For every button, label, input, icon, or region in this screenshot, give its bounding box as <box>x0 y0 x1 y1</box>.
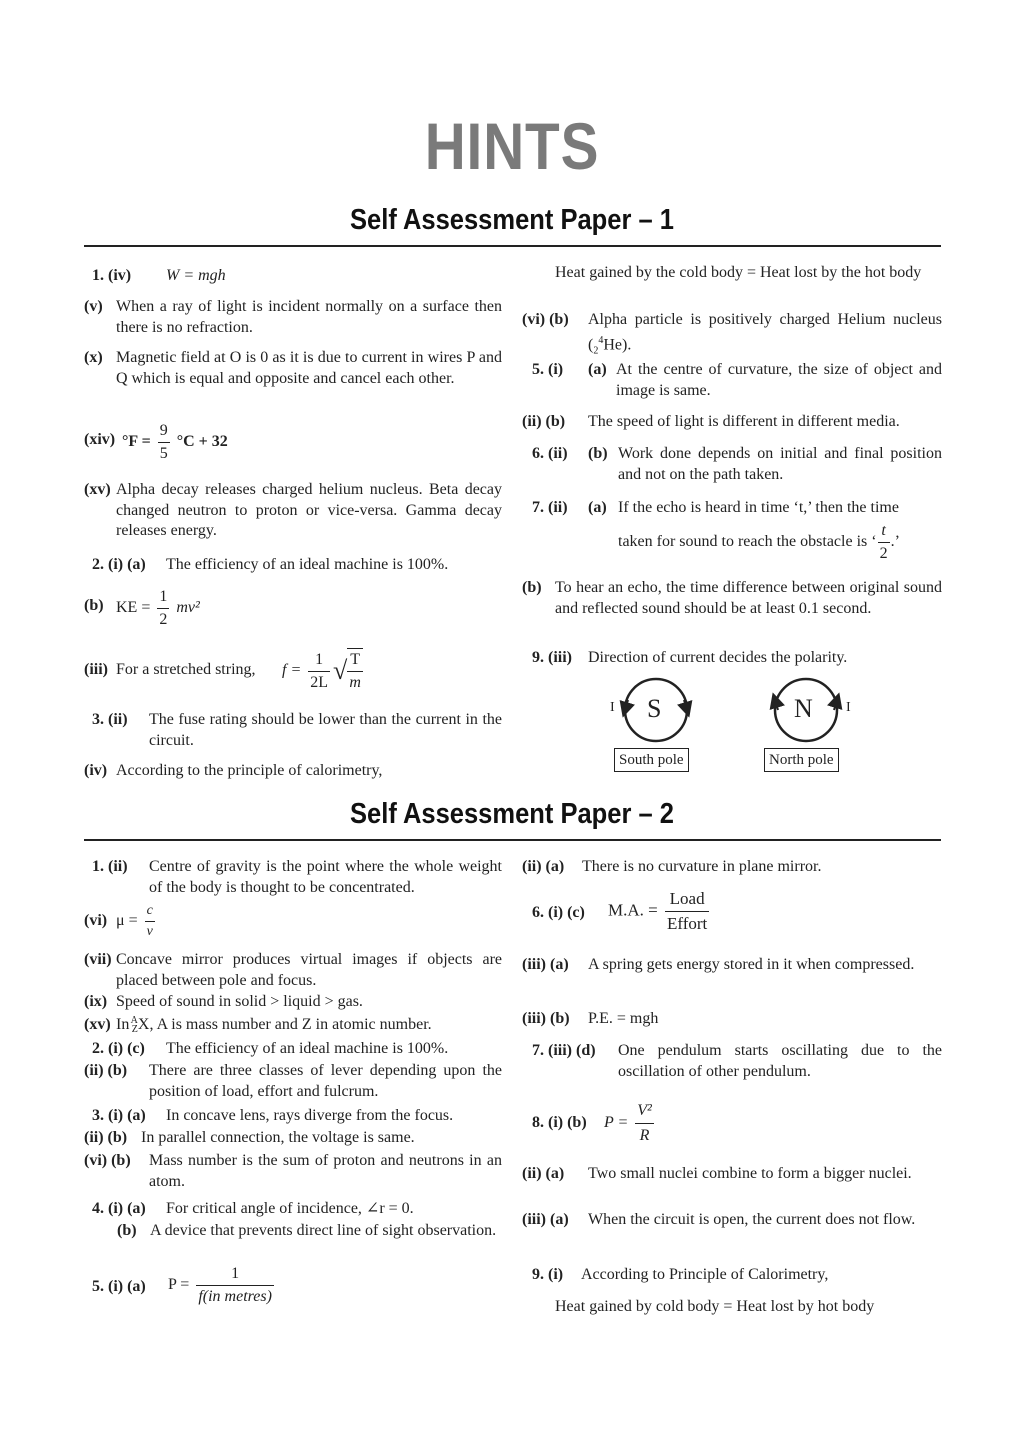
answer-p2-8-ii <box>522 1164 942 1206</box>
fraction-denominator: 2 <box>159 611 168 628</box>
answer-1-iv <box>84 266 502 288</box>
answer-label: (ii) (b) <box>84 1129 128 1146</box>
section-title-paper-1: Self Assessment Paper – 1 <box>350 204 674 236</box>
section-divider <box>84 245 941 247</box>
answer-text-main: Alpha particle is positively charged Helium nucleus ( <box>588 311 942 353</box>
answer-p2-6-i <box>522 887 942 935</box>
answer-label: 1. (iv) <box>92 267 132 284</box>
fraction-denominator: 2L <box>310 673 329 691</box>
answer-label: (vi) (b) <box>84 1152 131 1169</box>
formula-lhs: P = <box>604 1114 629 1132</box>
answer-label: (iii) (a) <box>522 956 569 973</box>
answer-text: Work done depends on initial and final position and not on the path taken. <box>618 445 942 483</box>
answer-label: (x) <box>84 349 103 366</box>
answer-text-main: A is mass number and Z in atomic number. <box>156 1016 432 1033</box>
formula-lhs: °F = <box>122 433 151 451</box>
answer-label: 6. (i) (c) <box>532 904 585 921</box>
fraction-denominator: f(in metres) <box>198 1288 272 1305</box>
answer-sublabel: (a) <box>588 361 607 378</box>
answer-p2-8-i <box>522 1097 942 1149</box>
fraction-denominator: 2 <box>879 545 888 562</box>
answer-label: 9. (iii) <box>532 649 572 666</box>
answer-text: The speed of light is different in different media. <box>588 413 900 430</box>
answer-label: (ix) <box>84 993 108 1010</box>
answer-3-iv <box>84 761 502 783</box>
current-label: I <box>610 700 615 715</box>
answer-p2-1-xv <box>84 1015 502 1037</box>
formula <box>116 586 200 631</box>
answer-text: In parallel connection, the voltage is same. <box>141 1129 415 1146</box>
answer-text: Two small nuclei combine to form a bigger nuclei. <box>588 1165 912 1182</box>
formula-lhs: μ = <box>116 912 138 930</box>
answer-text: Alpha decay releases charged helium nucleus. Beta decay changed neutron to proton or vice-versa. Gamma decay releases energy. <box>116 481 502 539</box>
north-pole-letter: N <box>794 694 813 723</box>
answer-text-tail: .’ <box>890 533 900 551</box>
answer-text-continued: taken for sound to reach the obstacle is ‘ <box>618 533 877 551</box>
answer-p2-5-i <box>84 1263 502 1311</box>
answer-1-x <box>84 348 502 410</box>
answer-text: There is no curvature in plane mirror. <box>582 858 822 875</box>
answer-7-b <box>522 578 942 640</box>
answer-p2-6-iii-b <box>522 1009 942 1031</box>
root-denominator: m <box>349 674 361 691</box>
south-pole-label: South pole <box>614 748 689 772</box>
answer-label: 9. (i) <box>532 1266 564 1283</box>
answer-text: When the circuit is open, the current does not flow. <box>588 1211 916 1228</box>
fraction-numerator: 1 <box>308 649 330 672</box>
answer-text: P.E. = mgh <box>588 1010 659 1027</box>
answer-p2-4-i <box>84 1199 502 1221</box>
section-title-paper-2: Self Assessment Paper – 2 <box>350 798 674 830</box>
answer-text <box>116 1015 432 1036</box>
answer-p2-2-i <box>84 1039 502 1061</box>
fraction-numerator: 1 <box>157 586 169 609</box>
answer-label: 4. (i) (a) <box>92 1200 146 1217</box>
answer-text: Speed of sound in solid > liquid > gas. <box>116 993 363 1010</box>
answer-3-vi <box>522 310 942 357</box>
answer-label: (b) <box>522 579 542 596</box>
answer-p2-1-ix <box>84 992 502 1014</box>
answer-label: 5. (i) <box>532 361 564 378</box>
answer-text: According to the principle of calorimetry, <box>116 762 383 779</box>
answer-text-pre: In <box>116 1016 130 1033</box>
answer-p2-4-b <box>84 1221 502 1263</box>
page-title: HINTS <box>424 109 600 183</box>
answer-label: (ii) (b) <box>84 1062 128 1079</box>
answer-9-iii <box>522 648 942 670</box>
answer-3-iv-continued <box>522 263 942 305</box>
answer-1-xv <box>84 480 502 542</box>
element-symbol: X, <box>137 1016 157 1033</box>
answer-text: There are three classes of lever depending upon the position of load, effort and fulcrum. <box>149 1062 502 1100</box>
answer-2-i <box>84 555 502 577</box>
answer-2-iii <box>84 648 502 694</box>
square-root-icon: √ <box>333 656 348 685</box>
answer-text: One pendulum starts oscillating due to the oscillation of other pendulum. <box>618 1042 942 1080</box>
answer-text: Heat gained by the cold body = Heat lost by the hot body <box>555 264 922 281</box>
answer-label: 2. (i) (c) <box>92 1040 145 1057</box>
answer-text: For a stretched string, <box>116 661 256 678</box>
answer-text: A spring gets energy stored in it when compressed. <box>588 956 915 973</box>
answer-3-ii <box>84 710 502 752</box>
answer-label: (vi) <box>84 912 108 929</box>
answer-label: (ii) (b) <box>522 413 566 430</box>
fraction-numerator: c <box>145 901 155 922</box>
formula <box>122 420 228 465</box>
answer-sublabel: (b) <box>588 445 608 462</box>
answer-p2-3-ii <box>84 1128 502 1150</box>
atomic-number-subscript: Z <box>131 1024 138 1036</box>
fraction-numerator: Load <box>665 887 709 912</box>
answer-label: 7. (iii) (d) <box>532 1042 596 1059</box>
answer-sublabel: (a) <box>588 499 607 516</box>
answer-5-i <box>522 360 942 402</box>
isotope-symbol: He). <box>603 335 632 353</box>
answer-label: 5. (i) (a) <box>92 1278 146 1295</box>
answer-text: To hear an echo, the time difference between original sound and reflected sound should be at least 0.1 second. <box>555 579 942 617</box>
answer-p2-7-iii <box>522 1041 942 1083</box>
formula <box>604 1099 657 1148</box>
answer-text: Heat gained by cold body = Heat lost by hot body <box>555 1298 875 1315</box>
answer-1-xiv <box>84 420 502 464</box>
answer-text: In concave lens, rays diverge from the focus. <box>166 1107 454 1124</box>
answer-p2-3-i <box>84 1106 502 1128</box>
formula-rhs: °C + 32 <box>176 433 228 451</box>
answer-text: Concave mirror produces virtual images if objects are placed between pole and focus. <box>116 951 502 989</box>
answer-label: 6. (ii) <box>532 445 568 462</box>
north-pole-label: North pole <box>764 748 839 772</box>
answer-text: The efficiency of an ideal machine is 100%. <box>166 556 449 573</box>
answer-label: (b) <box>117 1222 137 1239</box>
answer-label: (vi) (b) <box>522 311 569 328</box>
mass-number-superscript: A <box>130 1015 138 1027</box>
pole-diagram <box>600 676 880 780</box>
answer-text: Centre of gravity is the point where the whole weight of the body is thought to be concentrated. <box>149 858 502 896</box>
formula-lhs: M.A. = <box>608 900 658 920</box>
answer-6-ii <box>522 444 942 486</box>
formula-lhs: f = <box>282 661 302 679</box>
answer-2-b <box>84 586 502 630</box>
answer-text: At the centre of curvature, the size of object and image is same. <box>616 361 942 399</box>
answer-label: 3. (ii) <box>92 711 128 728</box>
answer-label: (xv) <box>84 481 111 498</box>
formula-rhs: mv² <box>176 599 200 617</box>
answer-p2-1-vi <box>84 901 502 945</box>
isotope-superscript: 4 <box>598 334 604 346</box>
answer-text: If the echo is heard in time ‘t,’ then the time <box>618 499 899 516</box>
answer-text: According to Principle of Calorimetry, <box>581 1266 829 1283</box>
fraction-denominator: 5 <box>159 445 168 462</box>
answer-label: (b) <box>84 597 104 614</box>
answer-p2-9-i <box>522 1265 942 1287</box>
answer-p2-5-ii <box>522 857 942 879</box>
formula <box>618 520 900 565</box>
answer-label: 2. (i) (a) <box>92 556 146 573</box>
answer-text: The fuse rating should be lower than the current in the circuit. <box>149 711 502 749</box>
answer-7-ii <box>522 498 942 564</box>
fraction-numerator: t <box>878 520 890 543</box>
answer-label: (iv) <box>84 762 108 779</box>
answer-label: 7. (ii) <box>532 499 568 516</box>
answer-text <box>588 310 942 362</box>
answer-label: (ii) (a) <box>522 1165 565 1182</box>
answer-text: Mass number is the sum of proton and neutrons in an atom. <box>149 1152 502 1190</box>
answer-label: (xv) <box>84 1016 111 1033</box>
fraction-numerator: 9 <box>158 420 170 443</box>
answer-label: (iii) (b) <box>522 1010 570 1027</box>
answer-label: 3. (i) (a) <box>92 1107 146 1124</box>
fraction-denominator: Effort <box>666 914 708 933</box>
answer-label: 8. (i) (b) <box>532 1114 587 1131</box>
formula <box>168 1263 277 1308</box>
answer-label: 1. (ii) <box>92 858 128 875</box>
answer-text: When a ray of light is incident normally on a surface then there is no refraction. <box>116 298 502 336</box>
answer-label: (v) <box>84 298 103 315</box>
answer-label: (vii) <box>84 951 112 968</box>
answer-text: Direction of current decides the polarity. <box>588 649 848 666</box>
answer-p2-1-vii <box>84 950 502 992</box>
fraction-numerator: V² <box>635 1099 654 1124</box>
fraction-numerator: 1 <box>196 1263 274 1286</box>
answer-p2-1-ii <box>84 857 502 899</box>
answer-label: (iii) <box>84 661 108 678</box>
answer-text: Magnetic field at O is 0 as it is due to current in wires P and Q which is equal and opposite and cancel each other. <box>116 349 502 387</box>
formula-lhs: P = <box>168 1276 190 1294</box>
root-numerator: T <box>347 649 363 672</box>
fraction-denominator: v <box>146 924 153 939</box>
answer-text: W = mgh <box>166 267 226 284</box>
fraction-denominator: R <box>639 1127 650 1144</box>
formula <box>116 901 158 942</box>
isotope-subscript: 2 <box>593 345 599 357</box>
answer-p2-6-iii <box>522 955 942 997</box>
formula <box>282 648 366 694</box>
answer-p2-8-iii <box>522 1210 942 1252</box>
answer-p2-9-heat <box>522 1297 942 1319</box>
answer-5-ii <box>522 412 942 434</box>
answer-p2-2-ii <box>84 1061 502 1103</box>
formula <box>608 887 712 936</box>
answer-text: The efficiency of an ideal machine is 100%. <box>166 1040 449 1057</box>
answer-p2-3-vi <box>84 1151 502 1193</box>
current-label: I <box>846 700 851 715</box>
south-pole-letter: S <box>647 694 662 723</box>
answer-label: (iii) (a) <box>522 1211 569 1228</box>
answer-1-v <box>84 297 502 339</box>
answer-text: A device that prevents direct line of sight observation. <box>150 1222 497 1239</box>
formula-lhs: KE = <box>116 599 151 617</box>
answer-text: For critical angle of incidence, ∠r = 0. <box>166 1200 414 1217</box>
answer-label: (ii) (a) <box>522 858 565 875</box>
section-divider <box>84 839 941 841</box>
answer-label: (xiv) <box>84 431 116 448</box>
